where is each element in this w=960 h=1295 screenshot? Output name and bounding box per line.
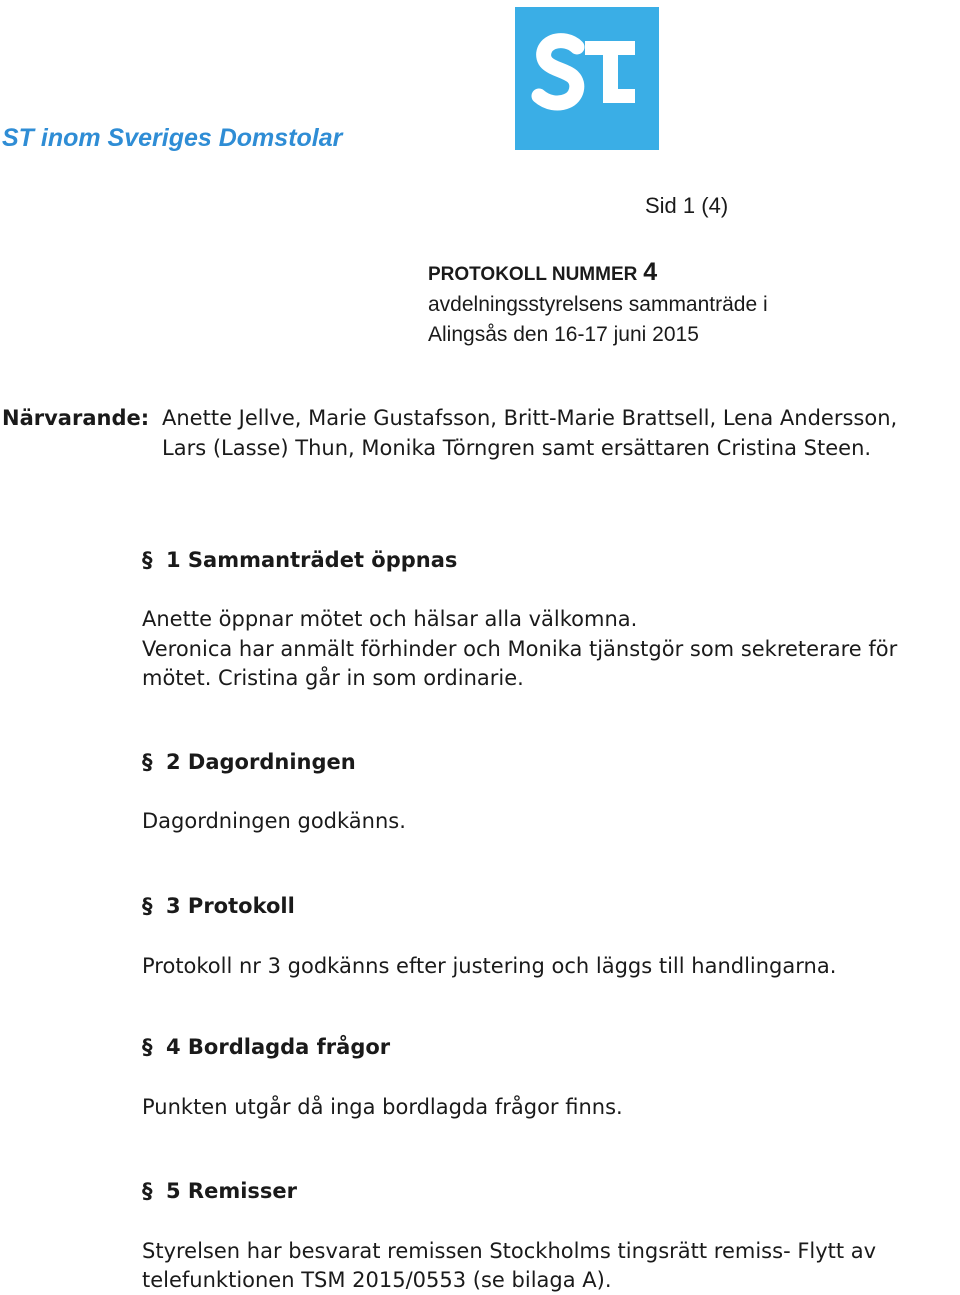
section-symbol: §: [142, 894, 153, 918]
section-text-2: Dagordningen godkänns.: [142, 809, 406, 833]
section-text-5: Styrelsen har besvarat remissen Stockholms tingsrätt remiss- Flytt av telefunktionen TSM 2015/0553 (se bilaga A).: [142, 1239, 877, 1292]
section-heading-4: [142, 1035, 390, 1059]
protocol-title-line: [428, 257, 768, 290]
st-logo: [515, 7, 659, 150]
attendance-names: Anette Jellve, Marie Gustafsson, Britt-Marie Brattsell, Lena Andersson, Lars (Lasse) Thun, Monika Törngren samt ersättaren Cristina Steen.: [162, 406, 898, 460]
section-text-3: Protokoll nr 3 godkänns efter justering och läggs till handlingarna.: [142, 954, 837, 978]
section-heading-3: [142, 894, 295, 918]
attendance: [2, 403, 947, 463]
section-heading-2: [142, 750, 356, 774]
section-title: 2 Dagordningen: [166, 750, 356, 774]
section-title: 1 Sammanträdet öppnas: [166, 548, 458, 572]
protocol-location-date: Alingsås den 16-17 juni 2015: [428, 323, 699, 346]
section-symbol: §: [142, 548, 153, 572]
section-heading-1: [142, 548, 457, 572]
protocol-number: 4: [643, 258, 658, 286]
section-text-1b: Veronica har anmält förhinder och Monika tjänstgör som sekreterare för mötet. Cristina går in som ordinarie.: [142, 637, 898, 690]
protocol-header: [428, 257, 768, 350]
section-title: 5 Remisser: [166, 1179, 298, 1203]
attendance-label: Närvarande:: [2, 406, 150, 430]
section-title: 3 Protokoll: [166, 894, 295, 918]
section-symbol: §: [142, 1179, 153, 1203]
section-symbol: §: [142, 750, 153, 774]
section-symbol: §: [142, 1035, 153, 1059]
section-text-4: Punkten utgår då inga bordlagda frågor finns.: [142, 1095, 623, 1119]
organization-title: ST inom Sveriges Domstolar: [2, 124, 343, 152]
section-text-1a: Anette öppnar mötet och hälsar alla välkomna.: [142, 607, 638, 631]
section-title: 4 Bordlagda frågor: [166, 1035, 391, 1059]
page-number: Sid 1 (4): [645, 193, 729, 218]
protocol-subtitle: avdelningsstyrelsens sammanträde i: [428, 293, 768, 316]
section-heading-5: [142, 1179, 297, 1203]
protocol-title: PROTOKOLL NUMMER: [428, 264, 638, 285]
